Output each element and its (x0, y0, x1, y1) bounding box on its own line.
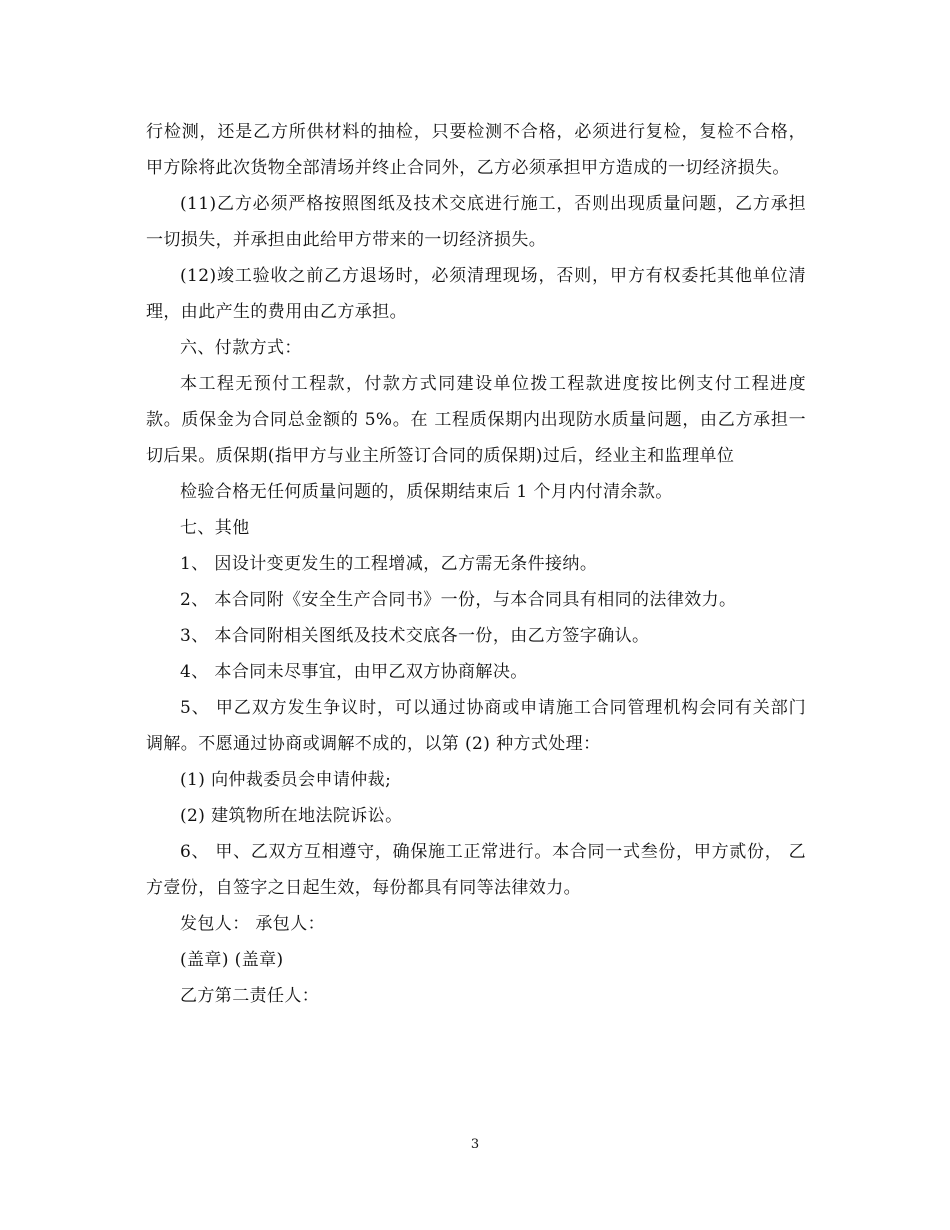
clause-11: (11)乙方必须严格按照图纸及技术交底进行施工，否则出现质量问题，乙方承担一切损失，并承担由此给甲方带来的一切经济损失。 (146, 194, 806, 250)
signature-parties: 发包人： 承包人： (180, 914, 326, 934)
page-number: 3 (470, 1137, 480, 1152)
other-item-3: 3、 本合同附相关图纸及技术交底各一份，由乙方签字确认。 (180, 626, 650, 646)
document-body (146, 114, 806, 1014)
other-item-5: 5、 甲乙双方发生争议时，可以通过协商或申请施工合同管理机构会同有关部门调解。不愿通过协商或调解不成的，以第 (2) 种方式处理： (146, 698, 806, 754)
other-item-6: 6、 甲、乙双方互相遵守，确保施工正常进行。本合同一式叁份，甲方贰份， 乙方壹份，自签字之日起生效，每份都具有同等法律效力。 (146, 842, 806, 898)
paragraph-continuation: 行检测，还是乙方所供材料的抽检，只要检测不合格，必须进行复检，复检不合格，甲方除将此次货物全部清场并终止合同外，乙方必须承担甲方造成的一切经济损失。 (146, 122, 806, 178)
other-item-4: 4、 本合同未尽事宜，由甲乙双方协商解决。 (180, 662, 528, 682)
section-heading-payment: 六、付款方式： (180, 338, 302, 358)
payment-terms: 本工程无预付工程款，付款方式同建设单位拨工程款进度按比例支付工程进度款。质保金为合同总金额的 5%。在 工程质保期内出现防水质量问题，由乙方承担一切后果。质保期(指甲方与业主所签订合同的质保期)过后，经业主和监理单位 (146, 374, 806, 466)
dispute-option-2: (2) 建筑物所在地法院诉讼。 (180, 806, 403, 826)
second-responsible-person: 乙方第二责任人： (180, 986, 320, 1006)
dispute-option-1: (1) 向仲裁委员会申请仲裁; (180, 770, 392, 790)
other-item-2: 2、 本合同附《安全生产合同书》一份，与本合同具有相同的法律效力。 (180, 590, 737, 610)
payment-terms-continued: 检验合格无任何质量问题的，质保期结束后 1 个月内付清余款。 (180, 482, 673, 502)
signature-seals: (盖章) (盖章) (180, 950, 284, 970)
section-heading-other: 七、其他 (180, 518, 250, 538)
clause-12: (12)竣工验收之前乙方退场时，必须清理现场，否则，甲方有权委托其他单位清理，由此产生的费用由乙方承担。 (146, 266, 806, 322)
other-item-1: 1、 因设计变更发生的工程增减，乙方需无条件接纳。 (180, 554, 598, 574)
